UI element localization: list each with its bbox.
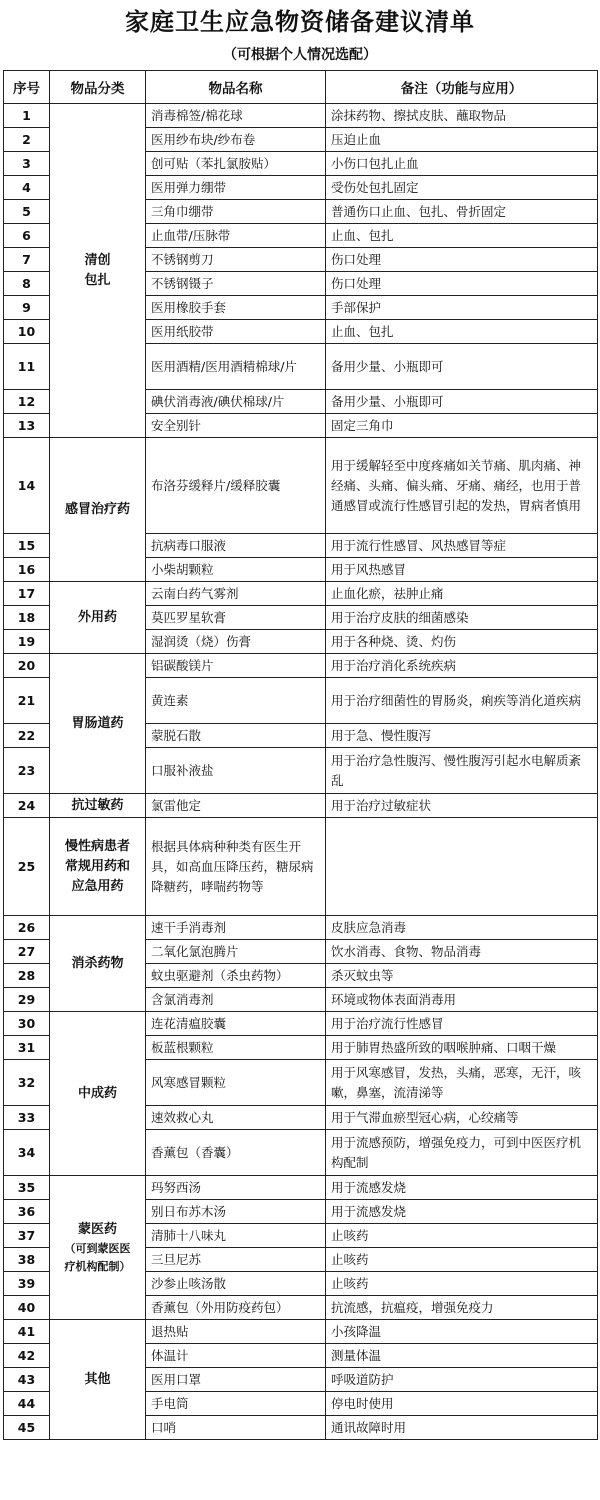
item-name: 蚊虫驱避剂（杀虫药物） bbox=[146, 964, 326, 988]
item-name: 医用纸胶带 bbox=[146, 320, 326, 344]
category-label: 清创 包扎 bbox=[84, 252, 111, 288]
item-name: 止血带/压脉带 bbox=[146, 224, 326, 248]
table-row bbox=[4, 794, 598, 818]
item-name: 蒙脱石散 bbox=[146, 724, 326, 748]
item-note: 用于缓解轻至中度疼痛如关节痛、肌肉痛、神经痛、头痛、偏头痛、牙痛、痛经，也用于普通感冒或流行性感冒引起的发热，胃病者慎用 bbox=[326, 438, 598, 534]
item-name: 抗病毒口服液 bbox=[146, 534, 326, 558]
item-name: 医用酒精/医用酒精棉球/片 bbox=[146, 344, 326, 390]
item-name: 沙参止咳汤散 bbox=[146, 1272, 326, 1296]
row-number: 37 bbox=[4, 1224, 50, 1248]
item-note: 皮肤应急消毒 bbox=[326, 916, 598, 940]
row-number: 32 bbox=[4, 1060, 50, 1106]
row-number: 19 bbox=[4, 630, 50, 654]
item-name: 口服补液盐 bbox=[146, 748, 326, 794]
item-note: 通讯故障时用 bbox=[326, 1416, 598, 1440]
item-name: 玛努西汤 bbox=[146, 1176, 326, 1200]
row-number: 3 bbox=[4, 152, 50, 176]
item-note: 用于治疗消化系统疾病 bbox=[326, 654, 598, 678]
item-note: 用于流感发烧 bbox=[326, 1200, 598, 1224]
table-row bbox=[4, 104, 598, 128]
item-name: 湿润烫（烧）伤膏 bbox=[146, 630, 326, 654]
category-label: 蒙医药 bbox=[77, 1221, 117, 1237]
item-note: 备用少量、小瓶即可 bbox=[326, 344, 598, 390]
item-note: 涂抹药物、擦拭皮肤、蘸取物品 bbox=[326, 104, 598, 128]
item-name: 含氯消毒剂 bbox=[146, 988, 326, 1012]
item-note: 止血、包扎 bbox=[326, 320, 598, 344]
item-name: 云南白药气雾剂 bbox=[146, 582, 326, 606]
item-note: 受伤处包扎固定 bbox=[326, 176, 598, 200]
item-note: 小孩降温 bbox=[326, 1320, 598, 1344]
item-name: 氯雷他定 bbox=[146, 794, 326, 818]
item-note: 用于急、慢性腹泻 bbox=[326, 724, 598, 748]
category-label: 外用药 bbox=[77, 609, 117, 625]
category-label: 慢性病患者 常规用药和 应急用药 bbox=[64, 838, 130, 894]
item-note: 用于治疗皮肤的细菌感染 bbox=[326, 606, 598, 630]
row-number: 28 bbox=[4, 964, 50, 988]
item-note: 止咳药 bbox=[326, 1224, 598, 1248]
row-number: 31 bbox=[4, 1036, 50, 1060]
row-number: 44 bbox=[4, 1392, 50, 1416]
item-name: 安全别针 bbox=[146, 414, 326, 438]
item-note: 呼吸道防护 bbox=[326, 1368, 598, 1392]
item-note: 备用少量、小瓶即可 bbox=[326, 390, 598, 414]
table-row bbox=[4, 916, 598, 940]
row-number: 11 bbox=[4, 344, 50, 390]
item-name: 退热贴 bbox=[146, 1320, 326, 1344]
row-number: 20 bbox=[4, 654, 50, 678]
item-name: 清肺十八味丸 bbox=[146, 1224, 326, 1248]
item-name: 速效救心丸 bbox=[146, 1106, 326, 1130]
item-note: 止血、包扎 bbox=[326, 224, 598, 248]
item-name: 三角巾绷带 bbox=[146, 200, 326, 224]
page-title: 家庭卫生应急物资储备建议清单 bbox=[125, 7, 475, 36]
category-cell bbox=[50, 794, 146, 818]
row-number: 1 bbox=[4, 104, 50, 128]
item-note: 停电时使用 bbox=[326, 1392, 598, 1416]
category-cell bbox=[50, 818, 146, 916]
table-row bbox=[4, 582, 598, 606]
item-name: 连花清瘟胶囊 bbox=[146, 1012, 326, 1036]
item-name: 三旦尼苏 bbox=[146, 1248, 326, 1272]
row-number: 43 bbox=[4, 1368, 50, 1392]
category-cell bbox=[50, 1012, 146, 1176]
item-note: 用于治疗细菌性的胃肠炎，痢疾等消化道疾病 bbox=[326, 678, 598, 724]
row-number: 23 bbox=[4, 748, 50, 794]
item-note: 小伤口包扎止血 bbox=[326, 152, 598, 176]
item-note: 普通伤口止血、包扎、骨折固定 bbox=[326, 200, 598, 224]
category-cell bbox=[50, 916, 146, 1012]
table-body bbox=[4, 104, 598, 1440]
row-number: 18 bbox=[4, 606, 50, 630]
row-number: 7 bbox=[4, 248, 50, 272]
category-cell bbox=[50, 1176, 146, 1320]
table-row bbox=[4, 654, 598, 678]
item-note: 用于流行性感冒、风热感冒等症 bbox=[326, 534, 598, 558]
row-number: 4 bbox=[4, 176, 50, 200]
table-row bbox=[4, 1320, 598, 1344]
item-note: 测量体温 bbox=[326, 1344, 598, 1368]
row-number: 13 bbox=[4, 414, 50, 438]
item-note: 手部保护 bbox=[326, 296, 598, 320]
row-number: 22 bbox=[4, 724, 50, 748]
row-number: 15 bbox=[4, 534, 50, 558]
item-note: 用于气滞血瘀型冠心病，心绞痛等 bbox=[326, 1106, 598, 1130]
row-number: 29 bbox=[4, 988, 50, 1012]
item-note: 固定三角巾 bbox=[326, 414, 598, 438]
item-name: 体温计 bbox=[146, 1344, 326, 1368]
row-number: 27 bbox=[4, 940, 50, 964]
table-header-row bbox=[4, 71, 598, 104]
category-label: 消杀药物 bbox=[71, 955, 124, 971]
table-row bbox=[4, 818, 598, 916]
category-sublabel: （可到蒙医医 疗机构配制） bbox=[64, 1241, 131, 1273]
item-note: 用于治疗过敏症状 bbox=[326, 794, 598, 818]
row-number: 10 bbox=[4, 320, 50, 344]
item-name: 布洛芬缓释片/缓释胶囊 bbox=[146, 438, 326, 534]
header-note: 备注（功能与应用） bbox=[326, 71, 598, 104]
category-label: 中成药 bbox=[77, 1085, 117, 1101]
header-category: 物品分类 bbox=[50, 71, 146, 104]
item-name: 医用纱布块/纱布卷 bbox=[146, 128, 326, 152]
item-name: 别日布苏木汤 bbox=[146, 1200, 326, 1224]
item-note: 用于风寒感冒，发热，头痛，恶寒，无汗，咳嗽，鼻塞，流清涕等 bbox=[326, 1060, 598, 1106]
item-name: 二氧化氯泡腾片 bbox=[146, 940, 326, 964]
row-number: 35 bbox=[4, 1176, 50, 1200]
row-number: 39 bbox=[4, 1272, 50, 1296]
item-name: 香薰包（外用防疫药包） bbox=[146, 1296, 326, 1320]
item-name: 碘伏消毒液/碘伏棉球/片 bbox=[146, 390, 326, 414]
item-name: 创可贴（苯扎氯胺贴） bbox=[146, 152, 326, 176]
row-number: 6 bbox=[4, 224, 50, 248]
row-number: 36 bbox=[4, 1200, 50, 1224]
item-name: 医用橡胶手套 bbox=[146, 296, 326, 320]
item-note: 饮水消毒、食物、物品消毒 bbox=[326, 940, 598, 964]
row-number: 45 bbox=[4, 1416, 50, 1440]
category-label: 胃肠道药 bbox=[71, 715, 124, 731]
item-note: 用于流感预防，增强免疫力，可到中医医疗机构配制 bbox=[326, 1130, 598, 1176]
item-name: 手电筒 bbox=[146, 1392, 326, 1416]
page-subtitle: （可根据个人情况选配） bbox=[223, 47, 377, 63]
row-number: 12 bbox=[4, 390, 50, 414]
header-name: 物品名称 bbox=[146, 71, 326, 104]
row-number: 16 bbox=[4, 558, 50, 582]
row-number: 17 bbox=[4, 582, 50, 606]
category-cell bbox=[50, 1320, 146, 1440]
table-row bbox=[4, 438, 598, 534]
item-name: 医用弹力绷带 bbox=[146, 176, 326, 200]
row-number: 14 bbox=[4, 438, 50, 534]
item-note: 用于治疗急性腹泻、慢性腹泻引起水电解质紊乱 bbox=[326, 748, 598, 794]
item-note: 用于治疗流行性感冒 bbox=[326, 1012, 598, 1036]
item-name: 香薰包（香囊） bbox=[146, 1130, 326, 1176]
header-no: 序号 bbox=[4, 71, 50, 104]
category-label: 其他 bbox=[84, 1371, 111, 1387]
row-number: 41 bbox=[4, 1320, 50, 1344]
item-note: 杀灭蚊虫等 bbox=[326, 964, 598, 988]
category-label: 抗过敏药 bbox=[71, 797, 124, 813]
item-name: 消毒棉签/棉花球 bbox=[146, 104, 326, 128]
item-name: 板蓝根颗粒 bbox=[146, 1036, 326, 1060]
category-label: 感冒治疗药 bbox=[64, 501, 130, 517]
item-name: 医用口罩 bbox=[146, 1368, 326, 1392]
item-name: 铝碳酸镁片 bbox=[146, 654, 326, 678]
row-number: 26 bbox=[4, 916, 50, 940]
item-name: 风寒感冒颗粒 bbox=[146, 1060, 326, 1106]
category-cell bbox=[50, 582, 146, 654]
item-name: 口哨 bbox=[146, 1416, 326, 1440]
row-number: 38 bbox=[4, 1248, 50, 1272]
item-note: 伤口处理 bbox=[326, 272, 598, 296]
row-number: 30 bbox=[4, 1012, 50, 1036]
item-note: 用于风热感冒 bbox=[326, 558, 598, 582]
item-note: 用于流感发烧 bbox=[326, 1176, 598, 1200]
row-number: 25 bbox=[4, 818, 50, 916]
row-number: 42 bbox=[4, 1344, 50, 1368]
category-cell bbox=[50, 654, 146, 794]
table-row bbox=[4, 1012, 598, 1036]
item-name: 根据具体病种种类有医生开具，如高血压降压药，糖尿病降糖药，哮喘药物等 bbox=[146, 818, 326, 916]
row-number: 33 bbox=[4, 1106, 50, 1130]
row-number: 40 bbox=[4, 1296, 50, 1320]
item-note: 压迫止血 bbox=[326, 128, 598, 152]
category-cell bbox=[50, 104, 146, 438]
item-note: 抗流感，抗瘟疫，增强免疫力 bbox=[326, 1296, 598, 1320]
item-note: 用于各种烧、烫、灼伤 bbox=[326, 630, 598, 654]
row-number: 2 bbox=[4, 128, 50, 152]
row-number: 5 bbox=[4, 200, 50, 224]
item-note: 环境或物体表面消毒用 bbox=[326, 988, 598, 1012]
category-cell bbox=[50, 438, 146, 582]
row-number: 9 bbox=[4, 296, 50, 320]
table-row bbox=[4, 1176, 598, 1200]
supply-table bbox=[3, 70, 598, 1440]
item-name: 莫匹罗星软膏 bbox=[146, 606, 326, 630]
item-note: 止血化瘀，祛肿止痛 bbox=[326, 582, 598, 606]
item-name: 小柴胡颗粒 bbox=[146, 558, 326, 582]
row-number: 34 bbox=[4, 1130, 50, 1176]
row-number: 8 bbox=[4, 272, 50, 296]
item-name: 黄连素 bbox=[146, 678, 326, 724]
item-name: 不锈钢镊子 bbox=[146, 272, 326, 296]
item-note bbox=[326, 818, 598, 916]
row-number: 24 bbox=[4, 794, 50, 818]
row-number: 21 bbox=[4, 678, 50, 724]
item-note: 止咳药 bbox=[326, 1248, 598, 1272]
item-name: 速干手消毒剂 bbox=[146, 916, 326, 940]
item-name: 不锈钢剪刀 bbox=[146, 248, 326, 272]
item-note: 用于肺胃热盛所致的咽喉肿痛、口咽干燥 bbox=[326, 1036, 598, 1060]
item-note: 伤口处理 bbox=[326, 248, 598, 272]
item-note: 止咳药 bbox=[326, 1272, 598, 1296]
